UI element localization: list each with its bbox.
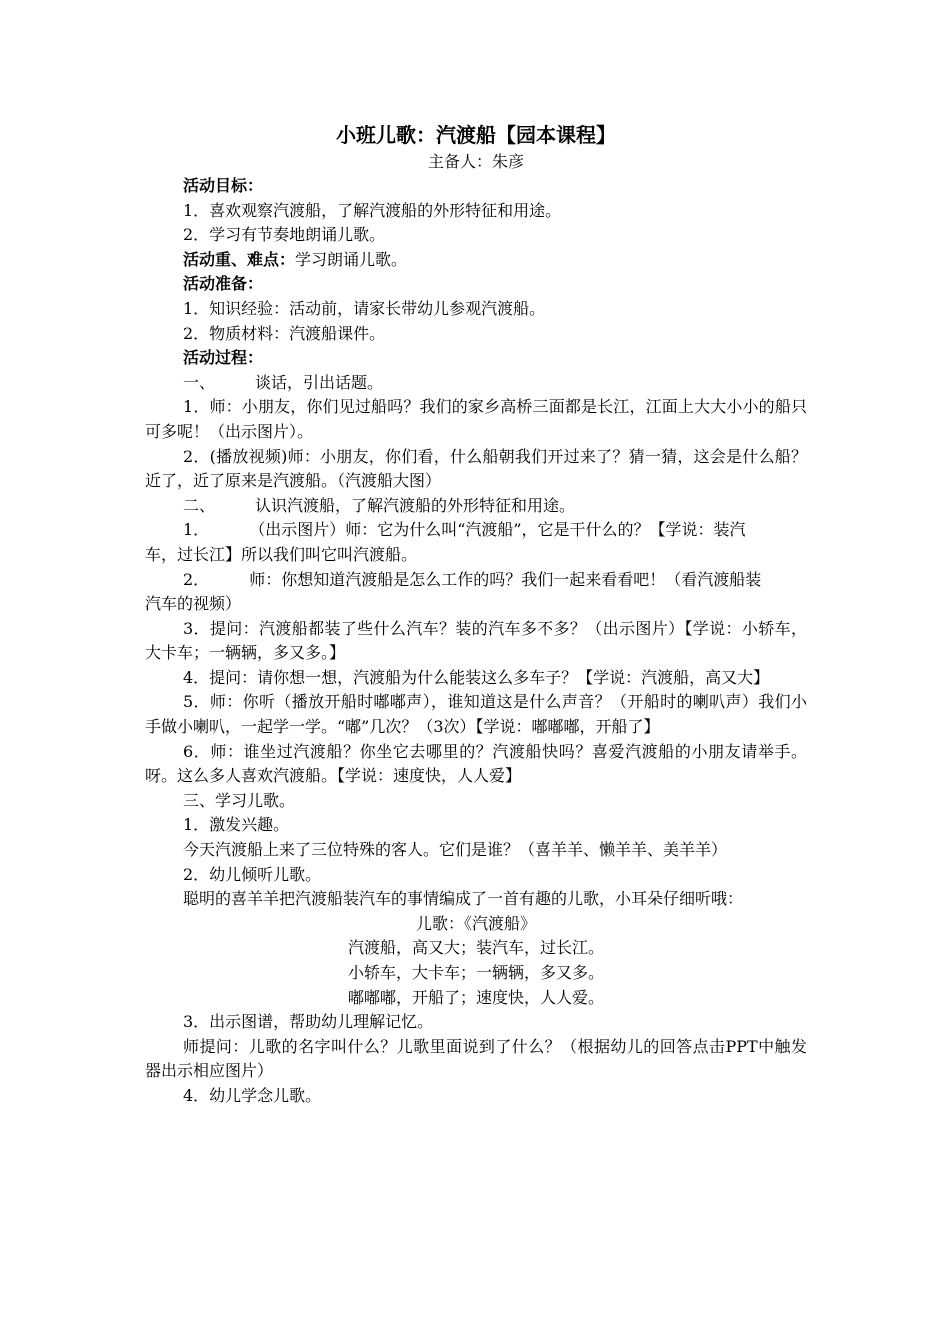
- section-2-paragraph-1-continuation: 车，过长江】所以我们叫它叫汽渡船。: [145, 544, 418, 564]
- section-1-number: 一、: [183, 372, 216, 392]
- section-3-item-1-text: 今天汽渡船上来了三位特殊的客人。它们是谁？（喜羊羊、懒羊羊、美羊羊）: [183, 840, 728, 860]
- section-2-text: 认识汽渡船，了解汽渡船的外形特征和用途。: [255, 495, 576, 515]
- section-3-item-1: 1．激发兴趣。: [183, 815, 290, 835]
- section-2-paragraph-1-text: （出示图片）师：它为什么叫“汽渡船”，它是干什么的？【学说：装汽: [249, 520, 746, 540]
- section-2-paragraph-2-number: 2．: [183, 569, 210, 589]
- poem-line-1: 汽渡船，高又大；装汽车，过长江。: [347, 938, 604, 958]
- key-heading: 活动重、难点：: [183, 249, 296, 269]
- section-2-number: 二、: [183, 495, 216, 515]
- section-3-item-2: 2．幼儿倾听儿歌。: [183, 864, 322, 884]
- poem-line-3: 嘟嘟嘟，开船了；速度快，人人爱。: [347, 987, 604, 1007]
- prep-2: 2．物质材料：汽渡船课件。: [183, 323, 386, 343]
- goal-2: 2．学习有节奏地朗诵儿歌。: [183, 225, 386, 245]
- section-3-item-3-text: 师提问：儿歌的名字叫什么？儿歌里面说到了什么？（根据幼儿的回答点击PPT中触发器出示相应图片）: [145, 1036, 807, 1081]
- section-2-paragraph-2-continuation: 汽车的视频）: [145, 594, 242, 614]
- section-2-paragraph-3: 3．提问：汽渡船都装了些什么汽车？装的汽车多不多？（出示图片）【学说：小轿车，大卡车；一辆辆，多又多。】: [145, 618, 807, 663]
- section-1-heading: [145, 371, 807, 396]
- section-2-paragraph-4: 4．提问：请你想一想，汽渡船为什么能装这么多车子？【学说：汽渡船，高又大】: [183, 667, 770, 687]
- document-title: 小班儿歌：汽渡船【园本课程】: [336, 123, 616, 147]
- section-1-paragraph-1: 1．师：小朋友，你们见过船吗？我们的家乡高桥三面都是长江，江面上大大小小的船只可多呢！（出示图片）。: [145, 397, 807, 441]
- section-3-item-3: 3．出示图谱，帮助幼儿理解记忆。: [183, 1012, 434, 1032]
- section-1-paragraph-2: 2．(播放视频)师：小朋友，你们看，什么船朝我们开过来了？猜一猜，这会是什么船？近了，近了原来是汽渡船。（汽渡船大图）: [145, 446, 807, 491]
- section-2-paragraph-6: 6．师：谁坐过汽渡船？你坐它去哪里的？汽渡船快吗？喜爱汽渡船的小朋友请举手。呀。这么多人喜欢汽渡船。【学说：速度快，人人爱】: [145, 741, 807, 786]
- key-text: 学习朗诵儿歌。: [295, 249, 408, 269]
- poem-line-2: 小轿车，大卡车；一辆辆，多又多。: [347, 963, 604, 982]
- process-heading: 活动过程：: [183, 348, 264, 368]
- section-3-item-2-text: 聪明的喜羊羊把汽渡船装汽车的事情编成了一首有趣的儿歌，小耳朵仔细听哦：: [183, 889, 744, 909]
- section-2-paragraph-1: [145, 518, 807, 567]
- section-3-heading: 三、学习儿歌。: [183, 790, 296, 810]
- goal-1: 1．喜欢观察汽渡船，了解汽渡船的外形特征和用途。: [183, 200, 562, 220]
- prep-1: 1．知识经验：活动前，请家长带幼儿参观汽渡船。: [183, 298, 546, 318]
- poem-title: 儿歌：《汽渡船》: [415, 913, 536, 933]
- key-points: [145, 248, 807, 273]
- goals-heading: 活动目标：: [183, 176, 264, 195]
- section-3-item-4: 4．幼儿学念儿歌。: [183, 1085, 322, 1105]
- prep-heading: 活动准备：: [183, 274, 264, 294]
- section-2-paragraph-2-text: 师：你想知道汽渡船是怎么工作的吗？我们一起来看看吧！（看汽渡船装: [249, 569, 762, 589]
- document-page: [145, 120, 807, 1109]
- author-line: 主备人：朱彦: [427, 152, 524, 171]
- section-2-paragraph-2: [145, 568, 807, 617]
- section-2-heading: [145, 494, 807, 519]
- section-2-paragraph-1-number: 1．: [183, 520, 210, 540]
- section-2-paragraph-5: 5．师：你听（播放开船时嘟嘟声），谁知道这是什么声音？（开船时的喇叭声）我们小手做小喇叭，一起学一学。“嘟”几次？（3次）【学说：嘟嘟嘟，开船了】: [145, 692, 807, 737]
- section-1-text: 谈话，引出话题。: [255, 372, 384, 392]
